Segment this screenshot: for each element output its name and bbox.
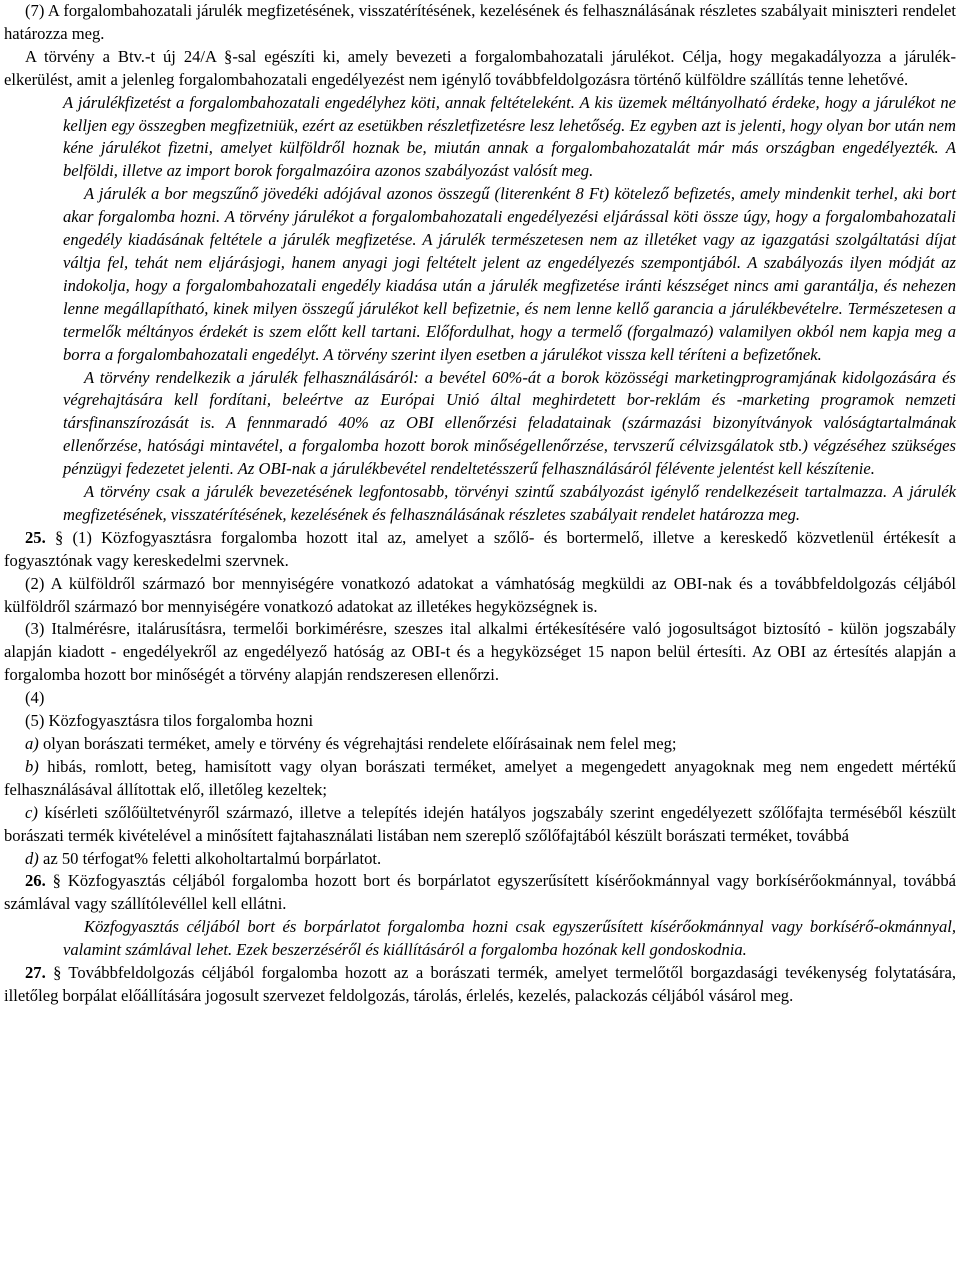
section-number: 26.: [25, 871, 46, 891]
section-text: § (1) Közfogyasztásra forgalomba hozott ital az, amelyet a szőlő- és bortermelő, illetve a kereskedő közvetlenül értékesít a fogyasztónak vagy kereskedelmi szervnek.: [4, 527, 956, 570]
commentary-paragraph: A törvény csak a járulék bevezetésének legfontosabb, törvényi szintű szabályozást igénylő rendelkezéseit tartalmazza. A járulék megfizetésének, visszatérítésének, kezelésének és felhasználásának részletes szabályait rendelet határozza meg.: [63, 482, 956, 524]
list-label: d): [25, 848, 39, 868]
section-25: [4, 527, 956, 871]
section-25-paragraph-2: (2) A külföldről származó bor mennyiségére vonatkozó adatokat a vámhatóság megküldi az OBI-nak és a továbbfeldolgozás céljából külföldről származó bor mennyiségére vonatkozó adatokat az illetékes hegyközségnek is.: [4, 573, 956, 616]
commentary-block: [4, 92, 956, 527]
commentary-paragraph: A törvény rendelkezik a járulék felhasználásáról: a bevétel 60%-át a borok közösségi marketingprogramjának kidolgozására és végrehajtására kell fordítani, beleértve az Európai Unió által meghirdetett bor-reklám és -marketing programok nemzeti társfinanszírozását is. A fennmaradó 40% az OBI ellenőrzési feladatainak (származási bizonyítványok valóságtartalmának ellenőrzése, hatósági mintavétel, a forgalomba hozott borok minőségellenőrzése, tervszerű célvizsgálatok stb.) végzéséhez szükséges pénzügyi fedezetet jelenti. Az OBI-nak a járulékbevétel rendeltetésszerű felhasználásáról félévente jelentést kell készítenie.: [63, 367, 956, 479]
paragraph-intro: A törvény a Btv.-t új 24/A §-sal egészíti ki, amely bevezeti a forgalombahozatali járulékot. Célja, hogy megakadályozza a járulék-elkerülést, amit a jelenleg forgalombahozatali engedélyezést nem igénylő továbbfeldolgozásra történő külföldre szállítás tenne lehetővé.: [4, 46, 956, 89]
list-text: az 50 térfogat% feletti alkoholtartalmú borpárlatot.: [42, 848, 382, 868]
section-27-paragraph: [4, 962, 956, 1008]
list-item-c: [4, 802, 956, 848]
section-25-paragraph-3: (3) Italmérésre, italárusításra, termelői borkimérésre, szeszes ital alkalmi értékesítésére való jogosultságot biztosító - külön jogszabály alapján kiadott - engedélyekről az engedélyező hatóság az OBI-t és a hegyközséget 15 napon belül értesíti. Az OBI az értesítés alapján a forgalomba hozott bor minőségét a törvény alapján rendszeresen ellenőrzi.: [4, 619, 956, 685]
list-text: olyan borászati terméket, amely e törvény és végrehajtási rendelete előírásainak nem felel meg;: [42, 734, 677, 753]
section-26-paragraph: [4, 870, 956, 916]
list-label: c): [25, 802, 38, 822]
section-number: 25.: [25, 527, 46, 547]
section-26: [4, 870, 956, 962]
section-text: § Közfogyasztás céljából forgalomba hozott bort és borpárlatot egyszerűsített kísérőokmánnyal vagy borkísérőokmánnyal, továbbá számlával vagy szállítólevéllel kell ellátni.: [4, 871, 956, 914]
list-label: b): [25, 756, 39, 776]
commentary-paragraph: A járulék a bor megszűnő jövedéki adójával azonos összegű (literenként 8 Ft) kötelező befizetés, amely mindenkit terhel, aki bort akar forgalomba hozni. A törvény járulékot a forgalombahozatali engedélyezési eljárással köti össze úgy, hogy a forgalombahozatali engedély kiadásának feltétele a járulék megfizetése. A járulék természetesen nem az illetéket vagy az igazgatási szolgáltatási díjat váltja fel, tehát nem eljárásjogi, hanem anyagi jogi feltételt jelent az engedélyezés szempontjából. A szabályozás ilyen módját az indokolja, hogy a forgalombahozatali engedély kiadása után a járulék megfizetése iránti készséget nincs ami garantálja, és nehezen lenne megállapítható, kinek milyen összegű járulékot kell befizetnie, és nem lenne kellő garancia a járulékbevételre. Természetesen a termelők méltányos érdekét is szem előtt kell tartani. Előfordulhat, hogy a termelő (forgalmazó) valamilyen okból nem kapja meg a borra a forgalombahozatali engedélyt. A törvény szerint ilyen esetben a járulékot vissza kell téríteni a befizetőnek.: [63, 184, 956, 364]
section-27: [4, 962, 956, 1008]
list-item-d: [4, 848, 956, 871]
section-25-paragraph-5: (5) Közfogyasztásra tilos forgalomba hozni: [25, 711, 314, 731]
list-label: a): [25, 734, 39, 753]
section-number: 27.: [25, 963, 46, 983]
paragraph-7: (7) A forgalombahozatali járulék megfizetésének, visszatérítésének, kezelésének és felhasználásának részletes szabályait miniszteri rendelet határozza meg.: [4, 1, 956, 43]
section-25-paragraph-1: [4, 527, 956, 573]
commentary-paragraph: A járulékfizetést a forgalombahozatali engedélyhez köti, annak feltételeként. A kis üzemek méltányolható érdeke, hogy a járulékot ne kelljen egy összegben megfizetniük, ezért az esetükben részletfizetésre lesz lehetőség. Ez egyben azt is jelenti, hogy olyan bor után nem kéne járulékot fizetni, amelyet külföldről hoznak be, miután annak a forgalombahozatalát már más országban engedélyezték. A belföldi, illetve az import borok forgalmazóira azonos szabályozást valósít meg.: [63, 92, 956, 181]
list-item-a: [4, 733, 956, 756]
section-26-commentary: Közfogyasztás céljából bort és borpárlatot forgalomba hozni csak egyszerűsített kísérőokmánnyal vagy borkísérő-okmánnyal, valamint számlával lehet. Ezek beszerzéséről és kiállításáról a forgalomba hozónak kell gondoskodnia.: [63, 917, 956, 960]
list-item-b: [4, 756, 956, 802]
section-25-paragraph-4: (4): [25, 688, 45, 708]
list-text: kísérleti szőlőültetvényről származó, illetve a telepítés idején hatályos jogszabály szerint engedélyezett szőlőfajta terméséből készült borászati termék kivételével a minősített fajtahasználati listában nem szereplő szőlőfajtából készült borászati terméket, továbbá: [4, 802, 956, 845]
list-text: hibás, romlott, beteg, hamisított vagy olyan borászati terméket, amelyet a megengedett anyagoknak meg nem engedett mértékű felhasználásával állítottak elő, illetőleg kezeltek;: [4, 756, 957, 799]
section-text: § Továbbfeldolgozás céljából forgalomba hozott az a borászati termék, amelyet termelőtől borgazdasági tevékenység folytatására, illetőleg borpálat előállítására jogosult szervezet feldolgozás, tárolás, érlelés, kezelés, palackozás céljából vásárol meg.: [4, 963, 956, 1005]
